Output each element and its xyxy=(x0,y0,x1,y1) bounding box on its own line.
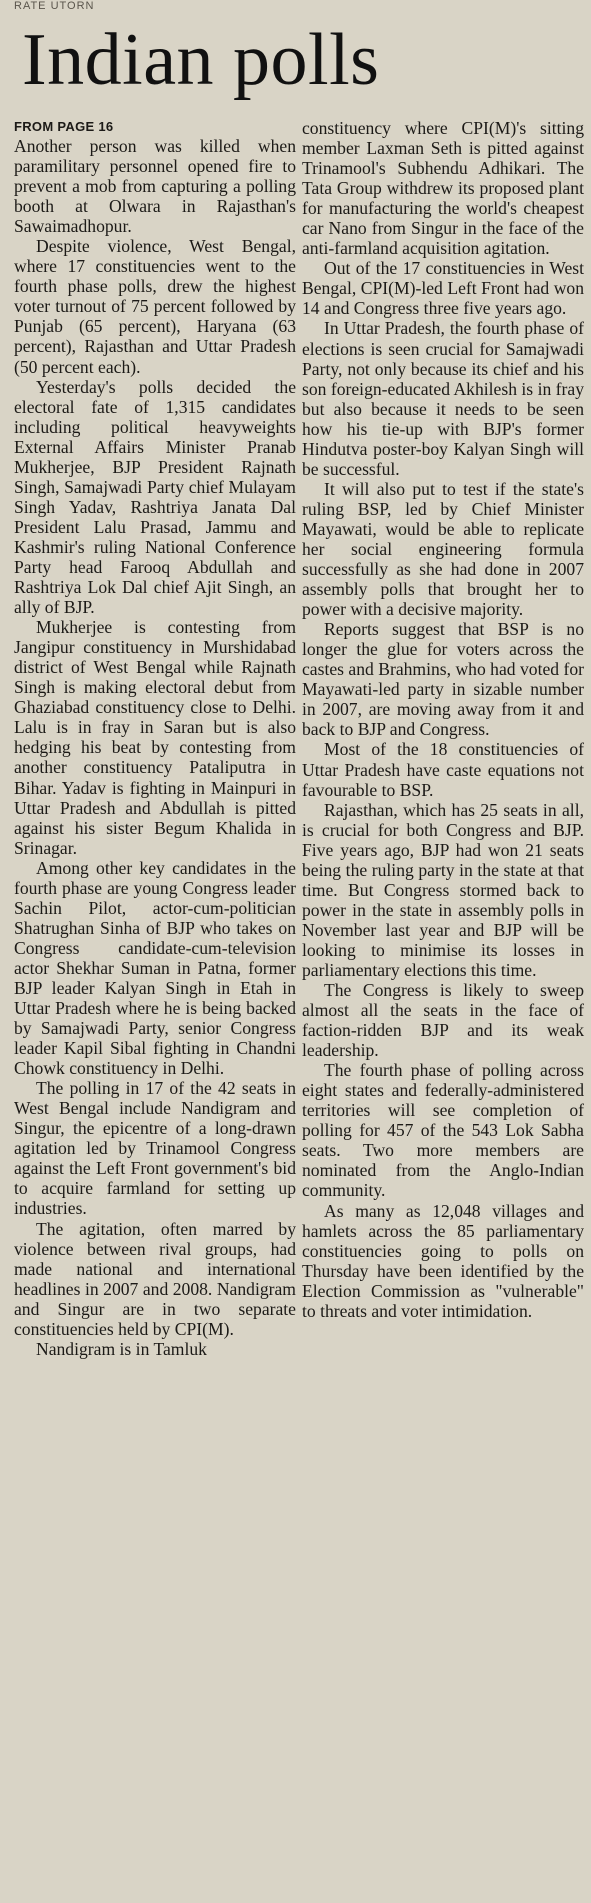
paragraph: Rajasthan, which has 25 seats in all, is crucial for both Congress and BJP. Five years ago, BJP had won 21 seats being the ruling party in the state at that time. But Congress stormed back to power in the state in assembly polls in November last year and BJP will be looking to minimise its losses in parliamentary elections this time. xyxy=(302,799,584,980)
article-column-left xyxy=(14,118,296,1359)
paragraph: In Uttar Pradesh, the fourth phase of elections is seen crucial for Samajwadi Party, not only because its chief and his son foreign-educated Akhilesh is in fray but also because it needs to be seen how his tie-up with BJP's former Hindutva poster-boy Kalyan Singh will be successful. xyxy=(302,318,584,479)
paragraph: Another person was killed when paramilitary personnel opened fire to prevent a mob from capturing a polling booth at Olwara in Rajasthan's Sawaimadhopur. xyxy=(14,136,296,237)
paragraph: The fourth phase of polling across eight states and federally-administered territories will see completion of polling for 457 of the 543 Lok Sabha seats. Two more members are nominated from the Anglo-Indian community. xyxy=(302,1060,584,1201)
headline: Indian polls xyxy=(22,19,380,101)
paragraph: The polling in 17 of the 42 seats in West Bengal include Nandigram and Singur, the epicentre of a long-drawn agitation led by Trinamool Congress against the Left Front government's bid to acquire farmland for setting up industries. xyxy=(14,1078,296,1219)
paragraph: As many as 12,048 villages and hamlets across the 85 parliamentary constituencies going to polls on Thursday have been identified by the Election Commission as "vulnerable" to threats and voter intimidation. xyxy=(302,1200,584,1321)
paragraph: Yesterday's polls decided the electoral fate of 1,315 candidates including political heavyweights External Affairs Minister Pranab Mukherjee, BJP President Rajnath Singh, Samajwadi Party chief Mulayam Singh Yadav, Rashtriya Janata Dal President Lalu Prasad, Jammu and Kashmir's ruling National Conference Party head Farooq Abdullah and Rashtriya Lok Dal chief Ajit Singh, an ally of BJP. xyxy=(14,376,296,618)
paragraph: constituency where CPI(M)'s sitting member Laxman Seth is pitted against Trinamool's Subhendu Adhikari. The Tata Group withdrew its proposed plant for manufacturing the world's cheapest car Nano from Singur in the face of the anti-farmland acquisition agitation. xyxy=(302,118,584,259)
paragraph: It will also put to test if the state's ruling BSP, led by Chief Minister Mayawati, would be able to replicate her social engineering formula successfully as she had done in 2007 assembly polls that brought her to power with a decisive majority. xyxy=(302,478,584,620)
paragraph: The agitation, often marred by violence between rival groups, had made national and international headlines in 2007 and 2008. Nandigram and Singur are in two separate constituencies held by CPI(M). xyxy=(14,1218,296,1339)
paragraph: Mukherjee is contesting from Jangipur constituency in Murshidabad district of West Bengal while Rajnath Singh is making electoral debut from Ghaziabad constituency close to Delhi. Lalu is in fray in Saran but is also hedging his beat by contesting from another constituency Pataliputra in Bihar. Yadav is fighting in Mainpuri in Uttar Pradesh and Abdullah is pitted against his sister Begum Khalida in Srinagar. xyxy=(14,617,296,858)
paragraph: Out of the 17 constituencies in West Bengal, CPI(M)-led Left Front had won 14 and Congress three five years ago. xyxy=(302,258,584,319)
paragraph: Most of the 18 constituencies of Uttar Pradesh have caste equations not favourable to BSP. xyxy=(302,739,584,800)
section-kicker: RATE UTORN xyxy=(14,0,95,12)
paragraph: Among other key candidates in the fourth phase are young Congress leader Sachin Pilot, actor-cum-politician Shatrughan Sinha of BJP who takes on Congress candidate-cum-television actor Shekhar Suman in Patna, former BJP leader Kalyan Singh in Etah in Uttar Pradesh where he is being backed by Samajwadi Party, senior Congress leader Kapil Sibal fighting in Chandni Chowk constituency in Delhi. xyxy=(14,857,296,1079)
article-column-right xyxy=(302,118,584,1321)
paragraph: Nandigram is in Tamluk xyxy=(36,1338,207,1359)
paragraph: Despite violence, West Bengal, where 17 constituencies went to the fourth phase polls, drew the highest voter turnout of 75 percent followed by Punjab (65 percent), Haryana (63 percent), Rajasthan and Uttar Pradesh (50 percent each). xyxy=(14,236,296,377)
paragraph: The Congress is likely to sweep almost all the seats in the face of faction-ridden BJP and its weak leadership. xyxy=(302,980,584,1061)
paragraph: Reports suggest that BSP is no longer the glue for voters across the castes and Brahmins, who had voted for Mayawati-led party in sizable number in 2007, are moving away from it and back to BJP and Congress. xyxy=(302,619,584,740)
from-page-label: FROM PAGE 16 xyxy=(14,119,114,134)
